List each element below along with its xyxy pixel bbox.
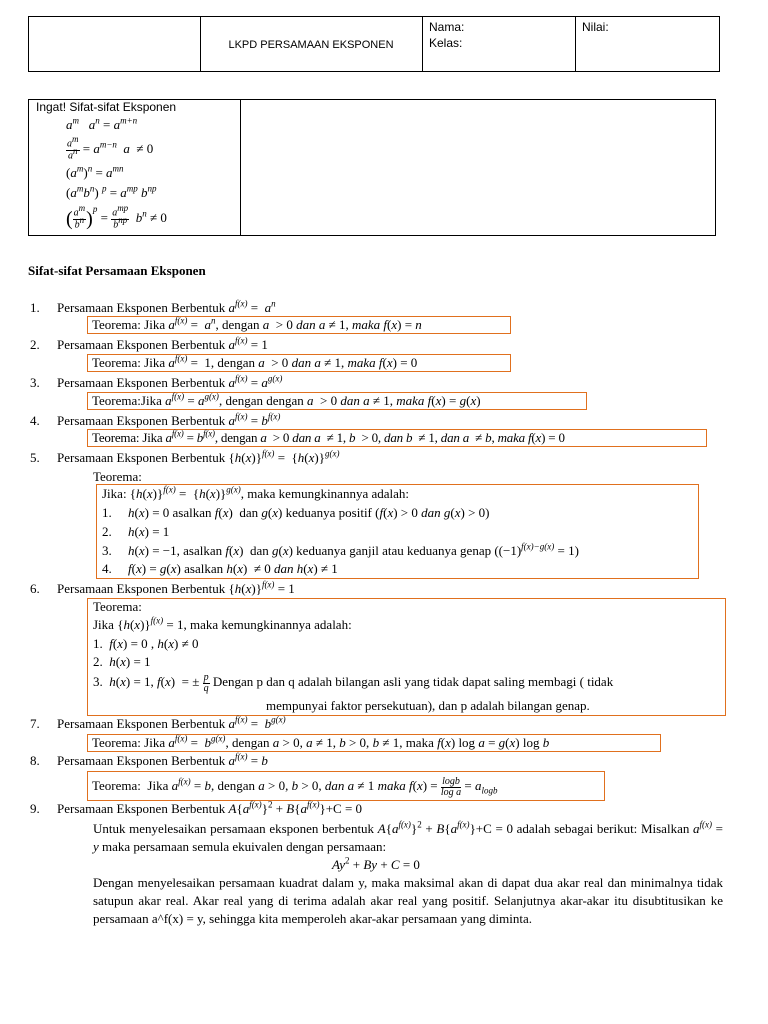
item-number: 1. [30, 300, 40, 315]
theorem-6-line-4: 2. h(x) = 1 [93, 654, 151, 669]
item-number: 4. [30, 413, 40, 428]
theorem-6-line-3: 1. f(x) = 0 , h(x) ≠ 0 [93, 636, 199, 651]
item-3-text: Persamaan Eksponen Berbentuk $a^{f(x)} = a^{g(x)}$ [57, 373, 283, 390]
theorem-5-line-5: 4. f(x) = g(x) asalkan h(x) ≠ 0 dan h(x) ≠ 1 [102, 561, 338, 576]
item-number: 2. [30, 337, 40, 352]
theorem-5-line-4: 3. h(x) = −1, asalkan f(x) dan g(x) keduanya ganjil atau keduanya genap $((-1)^{f(x)-g(x)} = 1)$ [102, 541, 579, 558]
ingat-rule-2: $\frac{a^m}{a^n}$ = $a^{m-n}$ a ≠ 0 [67, 134, 154, 161]
item-8-text: Persamaan Eksponen Berbentuk $a^{f(x)} = b$ [57, 751, 268, 768]
item-9-paragraph-1: Untuk menyelesaikan persamaan eksponen berbentuk $A\{a^{f(x)}\}^2 + B\{a^{f(x)}\}+C = 0$ adalah sebagai berikut: Misalkan $a^{f(x)} = y$ maka persamaan semula ekuivalen dengan persamaan: [93, 819, 724, 854]
item-number: 3. [30, 375, 40, 390]
item-1-text: Persamaan Eksponen Berbentuk $a^{f(x)} = a^n$ [57, 298, 276, 315]
theorem-5-line-2: 1. h(x) = 0 asalkan f(x) dan g(x) keduanya positif (f(x) > 0 dan g(x) > 0) [102, 505, 490, 520]
nilai-label: Nilai: [582, 20, 609, 34]
ingat-title: Ingat! Sifat-sifat Eksponen [36, 100, 177, 114]
theorem-5-line-1: Jika: $\{h(x)\}^{f(x)} = \{h(x)\}^{g(x)}$, maka kemungkinannya adalah: [102, 484, 410, 501]
item-6-text: Persamaan Eksponen Berbentuk $\{h(x)\}^{f(x)} = 1$ [57, 579, 295, 596]
theorem-6-line-6: mempunyai faktor persekutuan), dan p adalah bilangan genap. [266, 698, 590, 713]
theorem-6-line-5: 3. h(x) = 1, f(x) = ± $\frac{p}{q}$ Dengan p dan q adalah bilangan asli yang tidak dapat saling membagi ( tidak [93, 671, 614, 694]
theorem-8-text: Teorema: Jika $a^{f(x)} = b$, dengan a > 0, b > 0, dan a ≠ 1 maka f(x) = $\frac{\log b}{\text{log a}}$ = $a_{logb}$ [92, 775, 498, 798]
item-9-equation: $Ay^2 + By + C = 0$ [332, 855, 420, 872]
theorem-3-text: Teorema:Jika $a^{f(x)} = a^{g(x)}$, dengan dengan a > 0 dan a ≠ 1, maka f(x) = g(x) [92, 391, 481, 408]
section-title: Sifat-sifat Persamaan Eksponen [28, 263, 206, 278]
theorem-6-line-2: Jika $\{h(x)\}^{f(x)} = 1$, maka kemungkinannya adalah: [93, 615, 352, 632]
item-number: 9. [30, 801, 40, 816]
item-number: 8. [30, 753, 40, 768]
ingat-rule-4: $(a^mb^n) ^p = a^{mp}$ $b^{np}$ [66, 183, 157, 200]
item-2-text: Persamaan Eksponen Berbentuk $a^{f(x)} = 1$ [57, 335, 268, 352]
theorem-4-text: Teorema: Jika $a^{f(x)} = b^{f(x)}$, dengan a > 0 dan a ≠ 1, b > 0, dan b ≠ 1, dan a ≠ b, maka f(x) = 0 [92, 428, 565, 445]
item-number: 5. [30, 450, 40, 465]
ingat-rule-3: $(a^m)^n = a^{mn}$ [66, 163, 124, 180]
ingat-rule-5: ( $\frac{a^m}{b^n}$ )$^p$ = $\frac{a^{mp}}{b^{np}}$ $b^n \ne 0$ [66, 203, 167, 231]
theorem-1-text: Teorema: Jika $a^{f(x)} = a^n$, dengan a > 0 dan a ≠ 1, maka f(x) = n [92, 315, 422, 332]
nama-label: Nama: [429, 20, 465, 34]
item-4-text: Persamaan Eksponen Berbentuk $a^{f(x)} = b^{f(x)}$ [57, 411, 281, 428]
worksheet-title: LKPD PERSAMAAN EKSPONEN [228, 39, 394, 51]
theorem-6-line-1: Teorema: [93, 599, 142, 614]
item-9-text: Persamaan Eksponen Berbentuk $A\{a^{f(x)}\}^2 + B\{a^{f(x)}\}+C = 0$ [57, 799, 363, 816]
ingat-divider [240, 99, 241, 236]
header-divider-2 [422, 16, 423, 72]
ingat-rule-1: $a^m$ $a^n = a^{m+n}$ [66, 115, 138, 132]
item-number: 6. [30, 581, 40, 596]
theorem-2-text: Teorema: Jika $a^{f(x)} = 1$, dengan a > 0 dan a ≠ 1, maka f(x) = 0 [92, 353, 418, 370]
item-number: 7. [30, 716, 40, 731]
item-5-text: Persamaan Eksponen Berbentuk $\{h(x)\}^{f(x)} = \{h(x)\}^{g(x)}$ [57, 448, 340, 465]
kelas-label: Kelas: [429, 36, 463, 50]
header-divider-3 [575, 16, 576, 72]
theorem-5-label: Teorema: [93, 469, 142, 484]
theorem-5-line-3: 2. h(x) = 1 [102, 524, 170, 539]
item-7-text: Persamaan Eksponen Berbentuk $a^{f(x)} = b^{g(x)}$ [57, 714, 286, 731]
item-9-paragraph-2: Dengan menyelesaikan persamaan kuadrat dalam y, maka maksimal akan di dapat dua akar real dan minimalnya tidak satupun akar real. Akar real yang di terima adalah akar real yang positif. Selanjutnya akar-akar itu disubtitusikan ke persamaan a^f(x) = y, sehingga kita memperoleh akar-akar persamaan yang diminta. [93, 875, 723, 926]
theorem-7-text: Teorema: Jika $a^{f(x)} = b^{g(x)}$, dengan a > 0, a ≠ 1, b > 0, b ≠ 1, maka f(x) log a = g(x) log b [92, 733, 550, 750]
